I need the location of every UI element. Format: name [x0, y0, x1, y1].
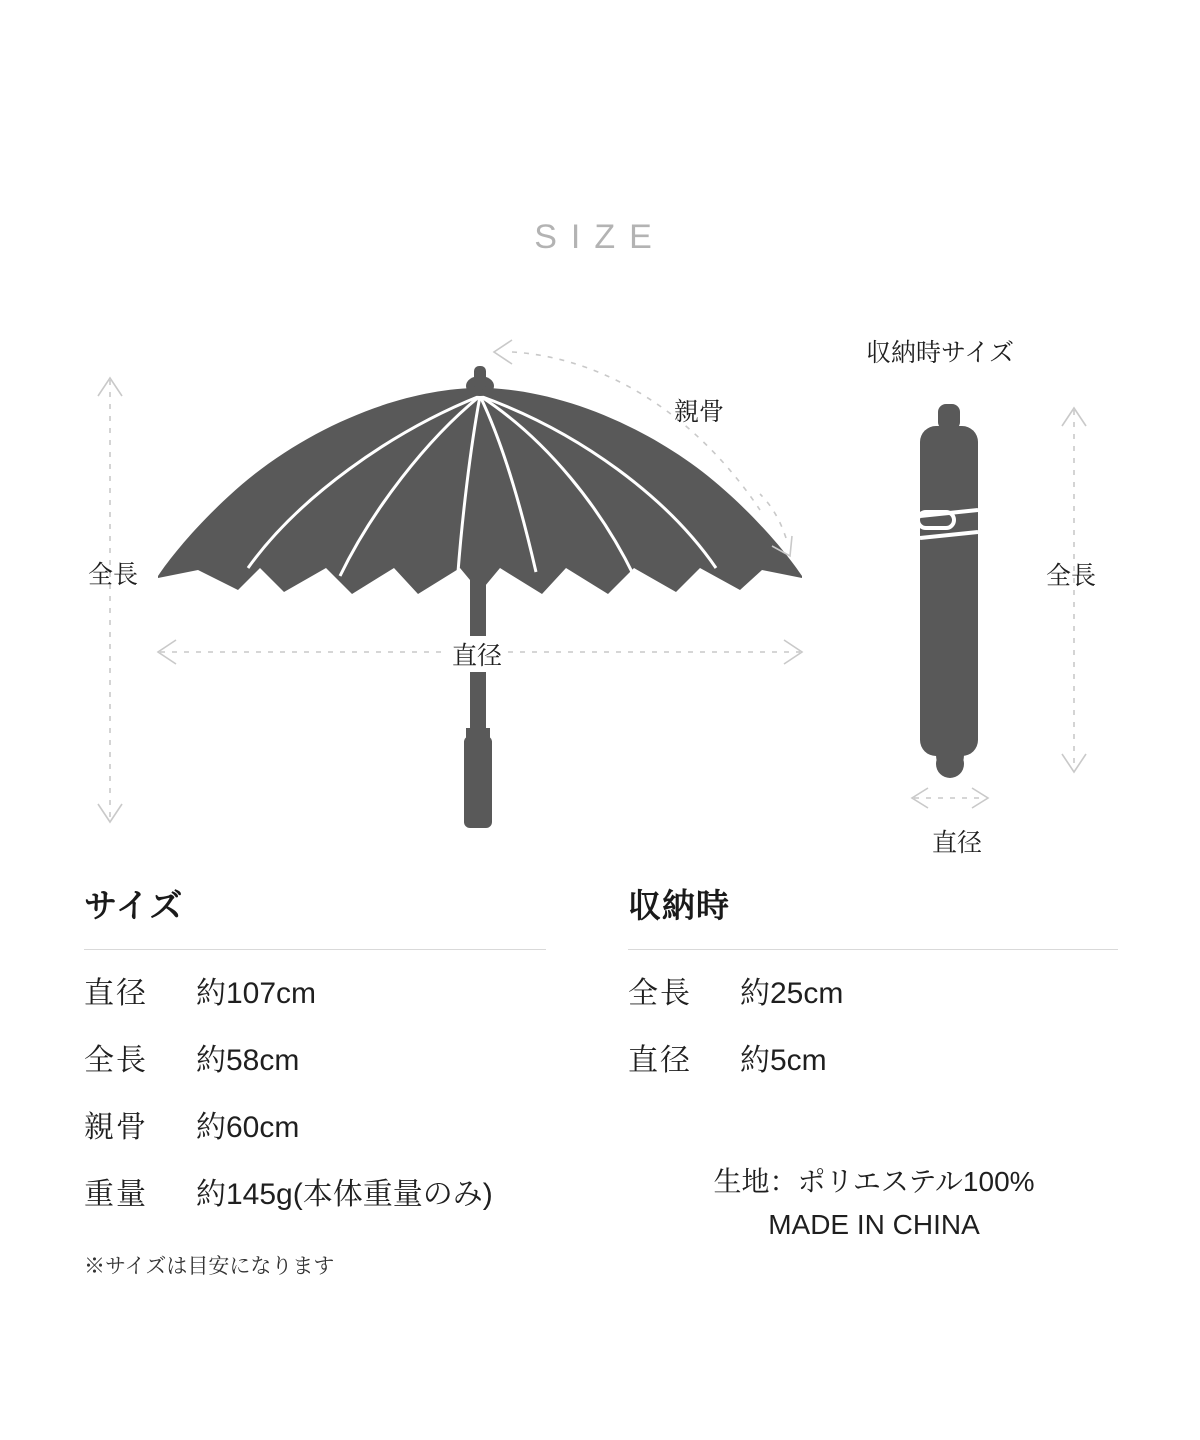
spec-key: 親骨	[84, 1111, 148, 1144]
folded-spec-heading: 収納時	[628, 887, 730, 924]
label-folded-total-length: 全長	[1046, 562, 1097, 590]
label-rib: 親骨	[674, 398, 725, 426]
spec-key: 直径	[84, 977, 148, 1010]
material-info	[628, 1160, 1120, 1247]
label-open-total-length: 全長	[88, 561, 139, 589]
spec-key: 直径	[628, 1044, 692, 1077]
page-title: SIZE	[534, 218, 666, 256]
spec-value: 約145g(本体重量のみ)	[196, 1178, 493, 1211]
table-row	[84, 1090, 546, 1157]
spec-value: 約5cm	[740, 1044, 827, 1077]
folded-diameter-arrow	[912, 788, 988, 808]
open-spec-heading: サイズ	[84, 887, 184, 924]
size-note: ※サイズは目安になります	[84, 1255, 335, 1278]
label-folded-diameter: 直径	[932, 829, 983, 857]
diagram-svg	[0, 300, 1200, 870]
divider	[84, 949, 546, 950]
spec-value: 約58cm	[196, 1044, 300, 1077]
folded-umbrella-illustration	[918, 404, 978, 778]
label-folded-caption: 収納時サイズ	[866, 339, 1015, 367]
spec-key: 重量	[84, 1178, 148, 1211]
origin-text: MADE IN CHINA	[768, 1209, 980, 1241]
table-row	[84, 956, 546, 1023]
size-diagram	[0, 300, 1200, 870]
spec-value: 約60cm	[196, 1111, 300, 1144]
spec-key: 全長	[628, 977, 692, 1010]
open-umbrella-illustration	[158, 366, 802, 828]
table-row	[84, 1157, 546, 1224]
table-row	[84, 1023, 546, 1090]
fabric-text: 生地：ポリエステル100%	[713, 1166, 1035, 1197]
spec-key: 全長	[84, 1044, 148, 1077]
open-spec-table	[84, 880, 546, 1280]
spec-value: 約25cm	[740, 977, 844, 1010]
spec-value: 約107cm	[196, 977, 317, 1010]
table-row	[628, 956, 1118, 1023]
folded-spec-table	[628, 880, 1118, 1090]
divider	[628, 949, 1118, 950]
table-row	[628, 1023, 1118, 1090]
label-open-diameter: 直径	[446, 636, 508, 672]
